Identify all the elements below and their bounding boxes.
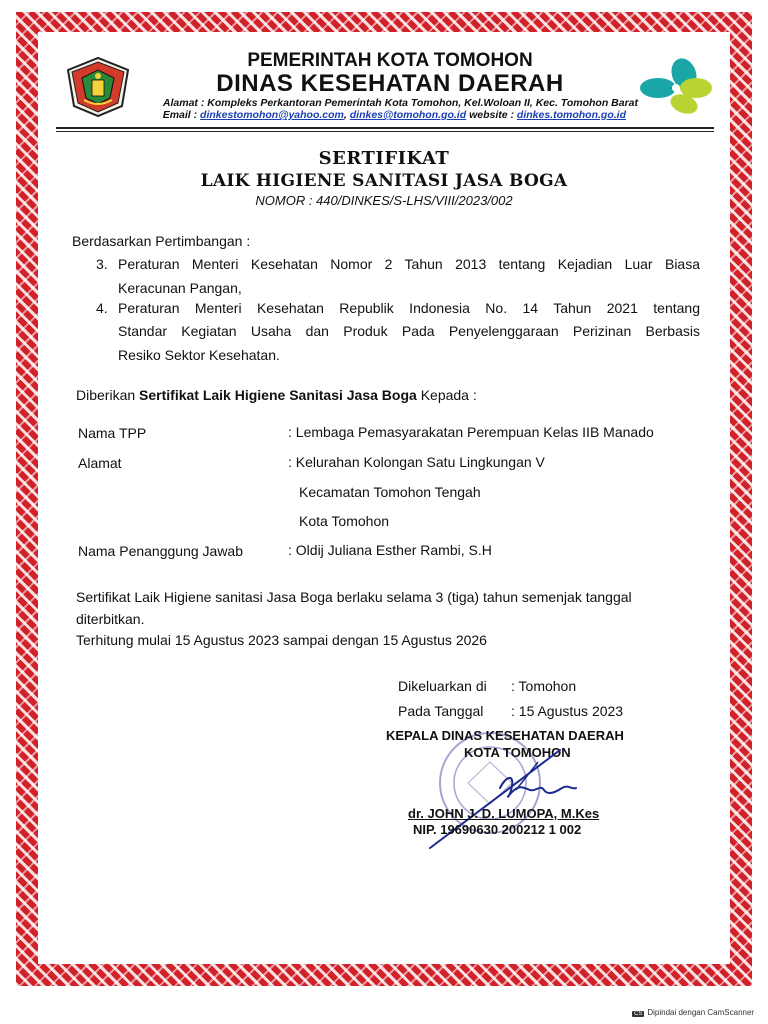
official-city: KOTA TOMOHON xyxy=(464,745,571,760)
given-prefix: Diberikan xyxy=(76,387,136,403)
certificate-subtitle: LAIK HIGIENE SANITASI JASA BOGA xyxy=(200,171,568,191)
issued-place-label: Dikeluarkan di xyxy=(398,678,487,694)
address-label: Alamat xyxy=(78,455,122,471)
responsible-label: Nama Penanggung Jawab xyxy=(78,543,244,559)
address-line-1: : Kelurahan Kolongan Satu Lingkungan V xyxy=(288,454,545,470)
basis-item-text: Resiko Sektor Kesehatan. xyxy=(118,347,280,363)
issued-date-label: Pada Tanggal xyxy=(398,703,484,719)
basis-item-number: 3. xyxy=(96,256,108,272)
official-name: dr. JOHN J. D. LUMOPA, M.Kes xyxy=(408,806,600,821)
given-certificate-name: Sertifikat Laik Higiene Sanitasi Jasa Boga xyxy=(139,387,417,403)
email-link-yahoo[interactable]: dinkestomohon@yahoo.com xyxy=(200,109,344,121)
address-line-3: Kota Tomohon xyxy=(299,513,390,529)
basis-item-text: Peraturan Menteri Kesehatan Nomor 2 Tahun 2013 tentang Kejadian Luar Biasa xyxy=(118,256,700,272)
official-title: KEPALA DINAS KESEHATAN DAERAH xyxy=(386,728,624,743)
basis-intro: Berdasarkan Pertimbangan : xyxy=(72,233,251,249)
kemenkes-logo-icon xyxy=(636,54,716,116)
department-name: DINAS KESEHATAN DAERAH xyxy=(216,70,564,97)
office-address: Alamat : Kompleks Perkantoran Pemerintah Kota Tomohon, Kel.Woloan II, Kec. Tomohon Barat xyxy=(162,97,638,109)
scanner-watermark-text: Dipindai dengan CamScanner xyxy=(647,1008,755,1017)
certificate-number: NOMOR : 440/DINKES/S-LHS/VIII/2023/002 xyxy=(255,193,513,208)
responsible-value: : Oldij Juliana Esther Rambi, S.H xyxy=(288,542,492,558)
email-label: Email : xyxy=(162,109,198,121)
validity-text-1: Sertifikat Laik Higiene sanitasi Jasa Boga berlaku selama 3 (tiga) tahun semenjak tanggal xyxy=(76,589,632,605)
email-link-gov[interactable]: dinkes@tomohon.go.id xyxy=(349,109,467,121)
given-statement xyxy=(76,387,477,403)
tomohon-emblem-icon xyxy=(62,56,134,118)
basis-item-text: Standar Kegiatan Usaha dan Produk Pada Penyelenggaraan Perizinan Berbasis xyxy=(118,323,700,339)
contact-line xyxy=(138,109,626,121)
website-label: website : xyxy=(469,109,514,121)
scanner-watermark xyxy=(632,1008,754,1017)
issued-place-value: : Tomohon xyxy=(511,678,577,694)
tpp-label: Nama TPP xyxy=(78,425,147,441)
address-line-2: Kecamatan Tomohon Tengah xyxy=(299,484,481,500)
basis-item-text: Peraturan Menteri Kesehatan Republik Indonesia No. 14 Tahun 2021 tentang xyxy=(118,300,700,316)
website-link[interactable]: dinkes.tomohon.go.id xyxy=(516,109,626,121)
header-rule-thin xyxy=(56,131,714,132)
basis-item-number: 4. xyxy=(96,300,108,316)
official-nip: NIP. 19690630 200212 1 002 xyxy=(413,822,582,837)
email-separator: , xyxy=(343,109,347,121)
government-name: PEMERINTAH KOTA TOMOHON xyxy=(247,50,533,71)
validity-text-2: diterbitkan. xyxy=(76,611,145,627)
validity-period: Terhitung mulai 15 Agustus 2023 sampai dengan 15 Agustus 2026 xyxy=(76,632,487,648)
given-suffix: Kepada : xyxy=(420,387,477,403)
tpp-value: : Lembaga Pemasyarakatan Perempuan Kelas IIB Manado xyxy=(288,424,654,440)
header-rule-thick xyxy=(56,127,714,129)
camscanner-badge: CS xyxy=(634,1011,643,1017)
basis-item-text: Keracunan Pangan, xyxy=(118,280,242,296)
issued-date-value: : 15 Agustus 2023 xyxy=(511,703,624,719)
certificate-title: SERTIFIKAT xyxy=(318,148,450,169)
